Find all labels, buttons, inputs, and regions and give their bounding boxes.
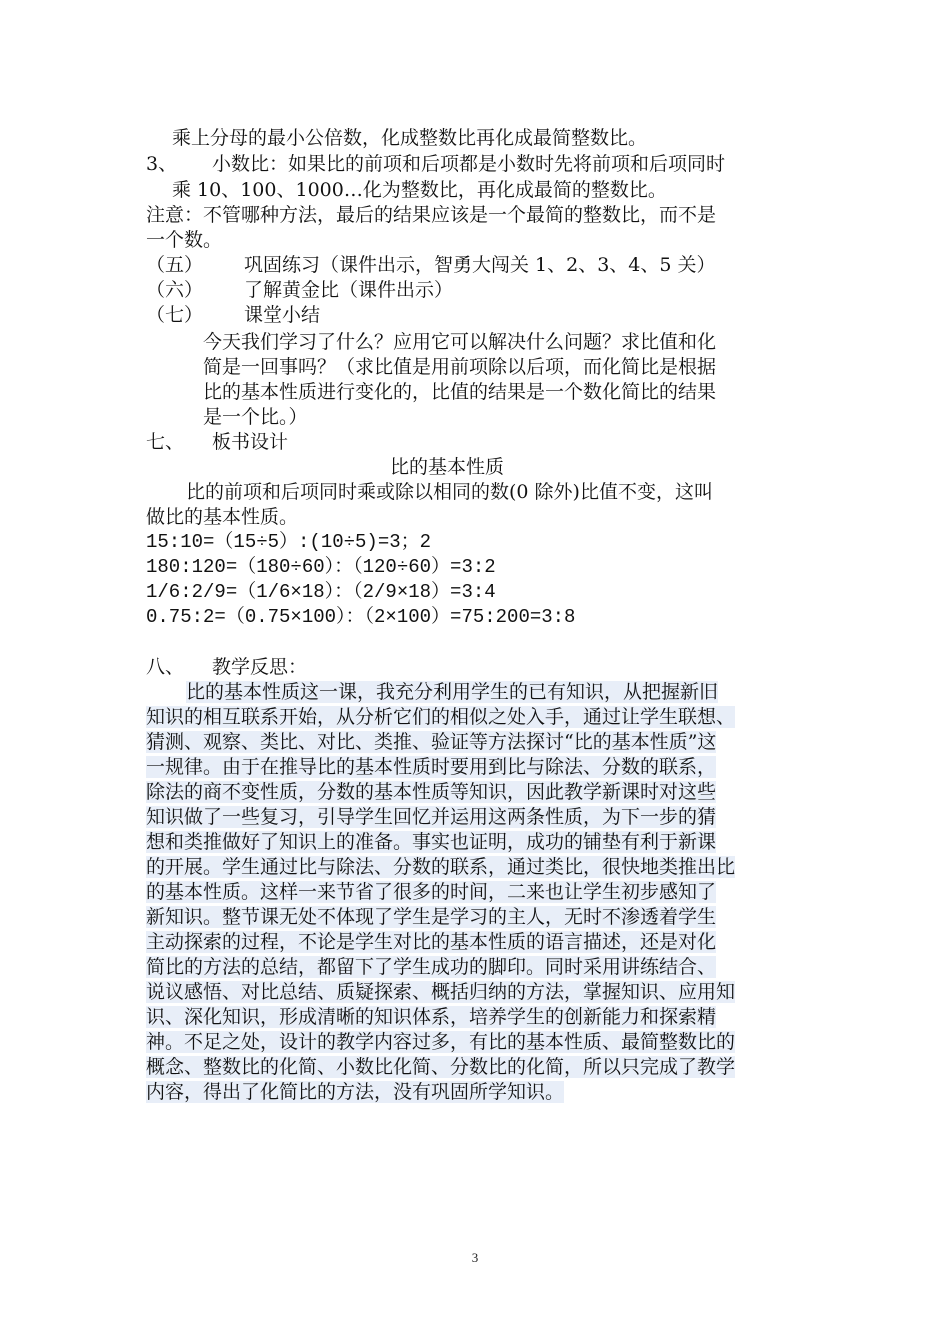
- section-text: 教学反思：: [212, 656, 308, 678]
- highlighted-text: 简比的方法的总结，都留下了学生成功的脚印。同时采用讲练结合、: [146, 956, 717, 978]
- highlighted-text: 神。不足之处，设计的教学内容过多，有比的基本性质、最简整数比的: [146, 1031, 736, 1053]
- reflection-line: [146, 830, 716, 855]
- section-five: [146, 253, 716, 278]
- list-item-3: [146, 152, 725, 177]
- heading-reflection: [146, 655, 307, 680]
- section-text: 板书设计: [212, 431, 289, 453]
- highlighted-text: 比的基本性质这一课，我充分利用学生的已有知识，从把握新旧: [186, 681, 719, 703]
- reflection-line: [146, 980, 735, 1005]
- reflection-line: [146, 855, 735, 880]
- formula-line: 180:120=（180÷60）：（120÷60）=3:2: [146, 556, 496, 578]
- text-line: 比的基本性质进行变化的，比值的结果是一个数化简比的结果: [203, 381, 717, 403]
- highlighted-text: 新知识。整节课无处不体现了学生是学习的主人，无时不渗透着学生: [146, 906, 717, 928]
- list-number: 3、: [146, 153, 178, 175]
- section-number: （五）: [146, 254, 204, 276]
- list-text: 小数比：如果比的前项和后项都是小数时先将前项和后项同时: [212, 153, 726, 175]
- highlighted-text: 的开展。学生通过比与除法、分数的联系，通过类比，很快地类推出比: [146, 856, 736, 878]
- reflection-line: [146, 780, 716, 805]
- reflection-line: [146, 955, 716, 980]
- highlighted-text: 内容，得出了化简比的方法，没有巩固所学知识。: [146, 1081, 565, 1103]
- section-number: 七、: [146, 431, 185, 453]
- highlighted-text: 除法的商不变性质，分数的基本性质等知识，因此教学新课时对这些: [146, 781, 717, 803]
- highlighted-text: 识、深化知识，形成清晰的知识体系，培养学生的创新能力和探索精: [146, 1006, 717, 1028]
- text-line: 乘上分母的最小公倍数，化成整数比再化成最简整数比。: [172, 127, 648, 149]
- section-number: 八、: [146, 656, 185, 678]
- section-text: 课堂小结: [244, 304, 321, 326]
- reflection-line: [146, 705, 735, 730]
- text-line: 是一个比。）: [203, 406, 308, 428]
- heading-blackboard: [146, 430, 288, 455]
- text-line: 乘 10、100、1000…化为整数比，再化成最简的整数比。: [172, 179, 667, 201]
- board-title: 比的基本性质: [390, 456, 505, 478]
- reflection-line: [146, 1080, 564, 1105]
- highlighted-text: 想和类推做好了知识上的准备。事实也证明，成功的铺垫有利于新课: [146, 831, 717, 853]
- section-text: 了解黄金比（课件出示）: [244, 279, 454, 301]
- reflection-line: [146, 1055, 735, 1080]
- section-number: （六）: [146, 279, 204, 301]
- highlighted-text: 知识做了一些复习，引导学生回忆并运用这两条性质，为下一步的猜: [146, 806, 717, 828]
- section-text: 巩固练习（课件出示，智勇大闯关 1、2、3、4、5 关）: [244, 254, 716, 276]
- page-number: 3: [471, 1250, 479, 1265]
- reflection-line: [146, 1030, 735, 1055]
- text-line: 比的前项和后项同时乘或除以相同的数(0 除外)比值不变，这叫: [186, 481, 713, 503]
- formula-line: 15:10=（15÷5）:(10÷5)=3；2: [146, 531, 432, 553]
- text-line: 做比的基本性质。: [146, 506, 299, 528]
- formula-line: 1/6:2/9=（1/6×18）：（2/9×18）=3:4: [146, 581, 496, 603]
- section-six: [146, 278, 453, 303]
- reflection-line: [146, 905, 716, 930]
- highlighted-text: 知识的相互联系开始，从分析它们的相似之处入手，通过让学生联想、: [146, 706, 736, 728]
- reflection-line: [146, 730, 716, 755]
- text-line: 一个数。: [146, 229, 223, 251]
- section-seven: [146, 303, 320, 328]
- text-line: 注意：不管哪种方法，最后的结果应该是一个最简的整数比，而不是: [146, 204, 717, 226]
- reflection-line: [146, 805, 716, 830]
- formula-line: 0.75:2=（0.75×100）：（2×100）=75:200=3:8: [146, 606, 576, 628]
- highlighted-text: 的基本性质。这样一来节省了很多的时间，二来也让学生初步感知了: [146, 881, 717, 903]
- reflection-line: [146, 1005, 716, 1030]
- reflection-line: [146, 930, 716, 955]
- reflection-line: [146, 755, 716, 780]
- section-number: （七）: [146, 304, 204, 326]
- reflection-line: [186, 680, 718, 705]
- reflection-line: [146, 880, 716, 905]
- highlighted-text: 一规律。由于在推导比的基本性质时要用到比与除法、分数的联系，: [146, 756, 717, 778]
- text-line: 简是一回事吗？（求比值是用前项除以后项，而化简比是根据: [203, 356, 717, 378]
- highlighted-text: 概念、整数比的化简、小数比化简、分数比的化简，所以只完成了教学: [146, 1056, 736, 1078]
- highlighted-text: 主动探索的过程，不论是学生对比的基本性质的语言描述，还是对化: [146, 931, 717, 953]
- highlighted-text: 猜测、观察、类比、对比、类推、验证等方法探讨“比的基本性质”这: [146, 731, 717, 753]
- text-line: 今天我们学习了什么？应用它可以解决什么问题？求比值和化: [203, 331, 717, 353]
- highlighted-text: 说议感悟、对比总结、质疑探索、概括归纳的方法，掌握知识、应用知: [146, 981, 736, 1003]
